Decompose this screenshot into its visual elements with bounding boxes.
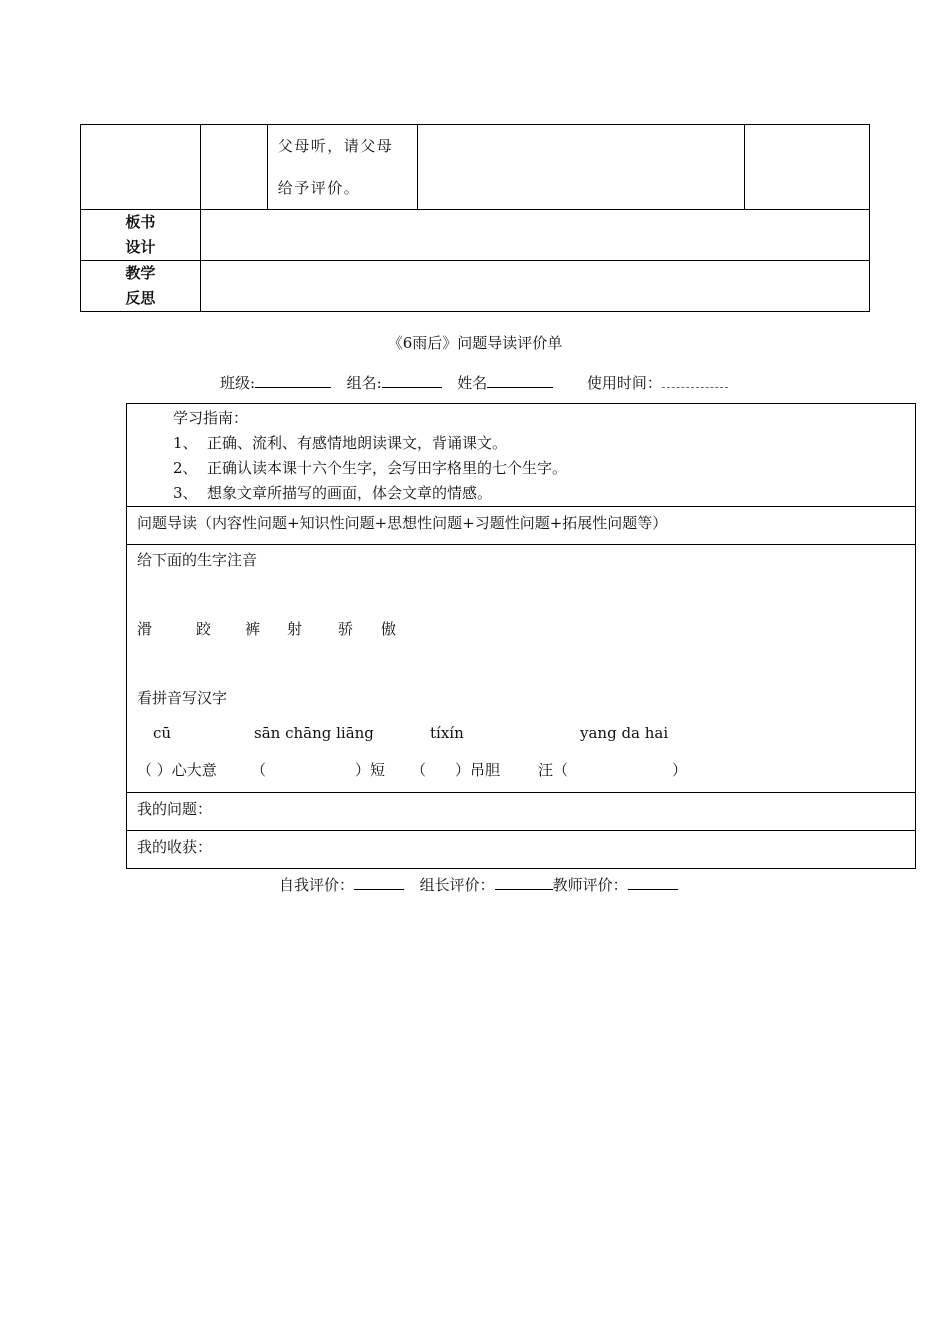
time-label: 使用时间： (586, 374, 662, 392)
guide-item-number: 1、 (173, 434, 198, 452)
guide-item-text: 正确认读本课十六个生字，会写田字格里的七个生字。 (207, 459, 568, 477)
my-questions-label: 我的问题： (137, 800, 213, 818)
name-label: 姓名 (457, 374, 488, 392)
empty-cell (417, 125, 745, 210)
evaluation-line (279, 872, 678, 895)
study-guide-row (127, 404, 916, 507)
teaching-reflection-label-line2: 反思 (125, 289, 156, 307)
empty-cell (745, 125, 870, 210)
answer-blank-open: 汪（ (538, 761, 569, 779)
exercise2-heading: 看拼音写汉字 (137, 689, 228, 707)
guide-item-text: 想象文章所描写的画面，体会文章的情感。 (207, 484, 493, 502)
class-blank[interactable] (255, 370, 331, 388)
board-design-label-line2: 设计 (125, 238, 156, 256)
teaching-reflection-label (81, 261, 201, 312)
time-blank[interactable] (662, 370, 728, 388)
my-gains-row (127, 831, 916, 869)
board-design-row (81, 210, 870, 261)
pinyin-item: yang da hai (580, 724, 669, 742)
pinyin-item: tíxín (430, 724, 464, 742)
empty-cell (81, 125, 201, 210)
teaching-reflection-content (200, 261, 869, 312)
answer-blank-close: ）吊胆 (455, 761, 501, 779)
group-label: 组名: (346, 374, 382, 392)
questions-header: 问题导读（内容性问题+知识性问题+思想性问题+习题性问题+拓展性问题等） (137, 514, 668, 532)
guide-item-text: 正确、流利、有感情地朗读课文，背诵课文。 (207, 434, 508, 452)
answer-blank-open: （ (251, 761, 267, 779)
questions-header-row (127, 507, 916, 545)
my-gains-label: 我的收获： (137, 838, 213, 856)
study-guide-heading: 学习指南： (173, 409, 249, 427)
guide-item-number: 3、 (173, 484, 198, 502)
my-gains-cell[interactable] (127, 831, 916, 869)
teaching-reflection-label-line1: 教学 (125, 264, 156, 282)
worksheet-title: 《6雨后》问题导读评价单 (387, 334, 563, 352)
char-item: 裤 (245, 620, 261, 638)
exercise-cell (127, 545, 916, 793)
guide-item (137, 431, 905, 456)
answer-blank-close: ） (672, 761, 688, 779)
leader-eval-label: 组长评价： (419, 876, 495, 894)
class-label: 班级: (220, 374, 256, 392)
board-design-content (200, 210, 869, 261)
group-blank[interactable] (382, 370, 442, 388)
lesson-plan-table (80, 124, 870, 312)
answer-blank-open: （ (411, 761, 427, 779)
char-item: 跤 (196, 620, 212, 638)
teaching-reflection-row (81, 261, 870, 312)
self-eval-label: 自我评价： (279, 876, 355, 894)
student-info-line (220, 370, 728, 393)
char-item: 射 (287, 620, 303, 638)
my-questions-cell[interactable] (127, 793, 916, 831)
char-item: 骄 (338, 620, 354, 638)
exercise-row (127, 545, 916, 793)
char-item: 傲 (381, 620, 397, 638)
my-questions-row (127, 793, 916, 831)
board-design-label-line1: 板书 (125, 213, 156, 231)
empty-cell (200, 125, 267, 210)
guide-item (137, 481, 905, 506)
leader-eval-blank[interactable] (495, 872, 553, 890)
lesson-plan-row (81, 125, 870, 210)
board-design-label (81, 210, 201, 261)
guide-item-number: 2、 (173, 459, 198, 477)
guide-item (137, 456, 905, 481)
exercise1-heading: 给下面的生字注音 (137, 551, 258, 569)
teacher-eval-label: 教师评价： (552, 876, 628, 894)
worksheet-table (126, 403, 916, 869)
char-item: 滑 (137, 620, 153, 638)
answer-blank-phrase: （ ）心大意 (137, 761, 217, 779)
questions-header-cell (127, 507, 916, 545)
pinyin-item: cū (153, 724, 172, 742)
activity-cell (267, 125, 417, 210)
activity-text-line1: 父母听，请父母 (277, 137, 394, 155)
self-eval-blank[interactable] (354, 872, 404, 890)
teacher-eval-blank[interactable] (628, 872, 678, 890)
answer-blank-close: ）短 (355, 761, 386, 779)
study-guide-cell (127, 404, 916, 507)
pinyin-item: sān chāng liāng (254, 724, 374, 742)
activity-text-line2: 给予评价。 (277, 179, 361, 197)
name-blank[interactable] (487, 370, 553, 388)
